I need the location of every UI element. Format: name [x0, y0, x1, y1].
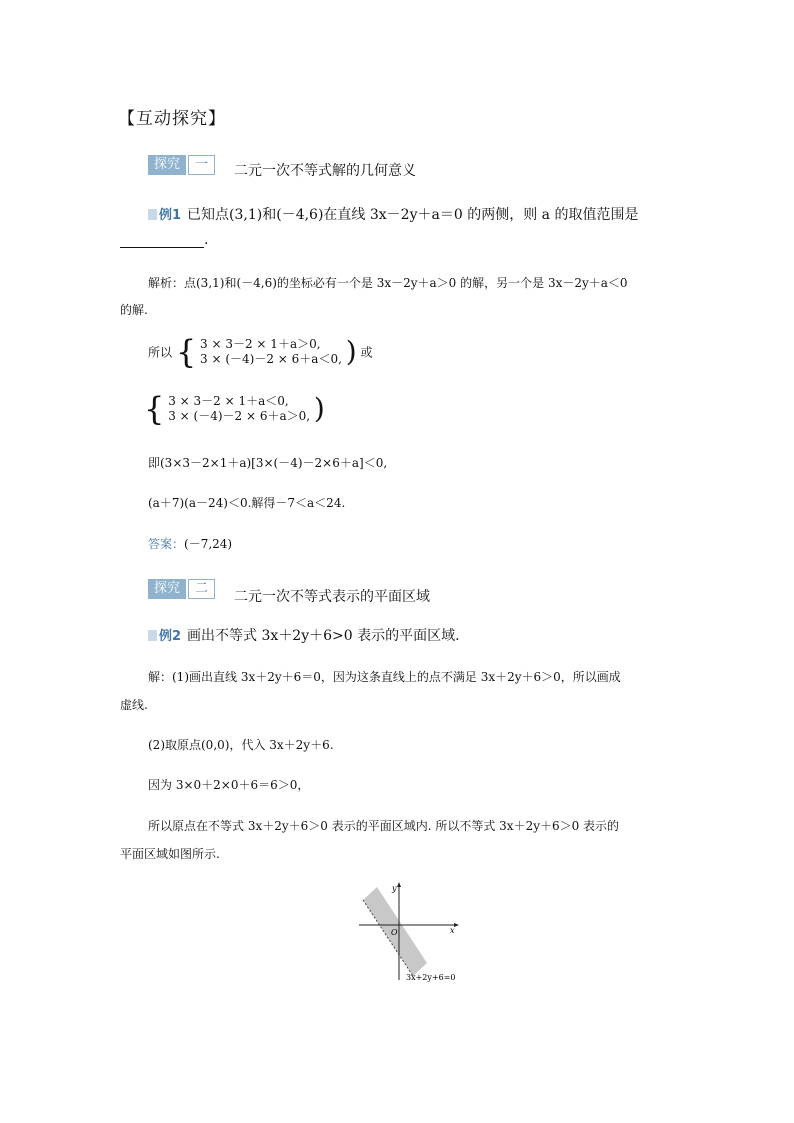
section-1-badge-text: 探究 — [148, 155, 186, 175]
right-paren-2: ) — [313, 392, 325, 425]
example-2-solution-line-5: 所以原点在不等式 3x＋2y＋6＞0 表示的平面区域内. 所以不等式 3x＋2y＋6＞0 表示的 — [148, 819, 620, 833]
section-2-badge — [148, 579, 215, 599]
system-2-rows — [168, 394, 310, 424]
example-2-question — [148, 625, 460, 645]
example-1-step-1: 即(3×3－2×1＋a)[3×(－4)－2×6＋a]＜0, — [148, 456, 388, 470]
inequality-region-figure — [355, 880, 465, 990]
example-1-blank-line — [120, 232, 208, 248]
example-1-question — [148, 204, 638, 224]
section-2-badge-text: 探究 — [148, 579, 186, 599]
x-axis-arrow — [454, 923, 459, 927]
right-paren: ) — [345, 335, 357, 368]
example-1-solution-line-1: 解析：点(3,1)和(－4,6)的坐标必有一个是 3x－2y＋a＞0 的解，另一个是 3x－2y＋a＜0 — [148, 276, 628, 290]
example-marker-icon-2 — [148, 630, 157, 641]
example-marker-icon — [148, 209, 157, 220]
example-1-step-2: (a＋7)(a－24)＜0.解得－7＜a＜24. — [148, 496, 346, 510]
example-2-question-text: 画出不等式 3x＋2y＋6>0 表示的平面区域. — [187, 628, 460, 644]
example-1-answer — [148, 535, 232, 552]
system-1 — [148, 333, 373, 371]
system-2-row-2: 3 × (－4)－2 × 6＋a＞0, — [168, 409, 311, 423]
line-equation-label: 3x+2y+6=0 — [406, 973, 456, 982]
answer-value: (－7,24) — [184, 537, 233, 551]
origin-label: O — [391, 928, 398, 937]
so-prefix: 所以 — [148, 345, 173, 360]
example-1-question-text: 已知点(3,1)和(－4,6)在直线 3x－2y＋a＝0 的两侧，则 a 的取值范围是 — [187, 207, 639, 223]
system-1-row-2: 3 × (－4)－2 × 6＋a＜0, — [200, 352, 342, 366]
section-2-header — [148, 577, 215, 599]
example-2-solution-line-3: (2)取原点(0,0)，代入 3x＋2y＋6. — [148, 738, 334, 752]
y-axis-arrow — [397, 882, 401, 887]
section-1-title: 二元一次不等式解的几何意义 — [234, 163, 416, 179]
answer-blank — [120, 233, 204, 248]
section-1-header — [148, 153, 215, 175]
system-2 — [144, 390, 325, 428]
system-1-row-1: 3 × 3－2 × 1＋a＞0, — [200, 337, 321, 351]
system-2-row-1: 3 × 3－2 × 1＋a＜0, — [168, 394, 289, 408]
answer-label: 答案： — [148, 537, 185, 551]
example-1-solution-line-2: 的解. — [120, 303, 148, 317]
example-2-solution-line-1: 解：(1)画出直线 3x＋2y＋6＝0，因为这条直线上的点不满足 3x＋2y＋6＞0，所以画成 — [148, 670, 621, 684]
x-axis-label: x — [450, 926, 455, 935]
section-1-badge-number: 一 — [188, 155, 215, 175]
question-end-mark: . — [204, 232, 209, 248]
page-heading: 【互动探究】 — [118, 109, 226, 129]
example-2-solution-line-2: 虚线. — [120, 698, 148, 712]
section-1-badge — [148, 155, 215, 175]
example-2-solution-line-6: 平面区域如图所示. — [120, 847, 220, 861]
system-1-rows — [200, 337, 342, 367]
y-axis-label: y — [392, 884, 397, 893]
section-2-badge-number: 二 — [188, 579, 215, 599]
example-2-solution-line-4: 因为 3×0＋2×0＋6＝6＞0， — [148, 778, 310, 792]
example-1-label: 例1 — [159, 208, 182, 223]
or-word: 或 — [360, 345, 373, 360]
section-2-title: 二元一次不等式表示的平面区域 — [234, 589, 430, 605]
left-brace: { — [175, 333, 197, 371]
left-brace-2: { — [144, 390, 165, 428]
example-2-label: 例2 — [159, 629, 182, 644]
